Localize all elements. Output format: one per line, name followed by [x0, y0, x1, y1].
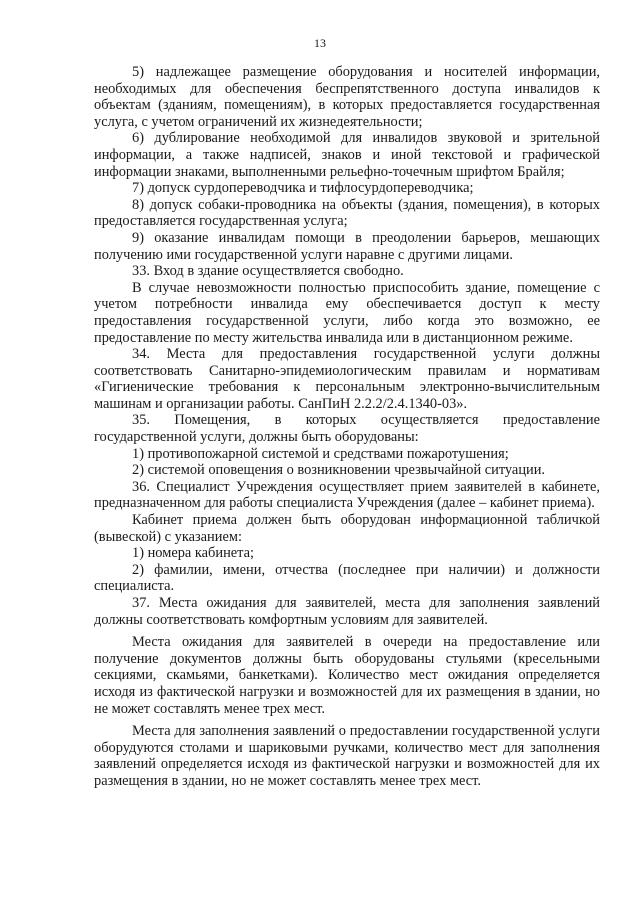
paragraph: 33. Вход в здание осуществляется свободно. — [132, 263, 404, 280]
paragraph: 7) допуск сурдопереводчика и тифлосурдопереводчика; — [132, 180, 474, 197]
paragraph: 2) системой оповещения о возникновении чрезвычайной ситуации. — [132, 462, 546, 479]
paragraph: Места для заполнения заявлений о предоставлении государственной услуги оборудуются столами и шариковыми ручками, количество мест для заполнения заявлений определяется исходя из фактической нагрузки и возможностей для их размещения в здании, но не может составлять менее трех мест. — [94, 723, 600, 789]
paragraph: 35. Помещения, в которых осуществляется предоставление государственной услуги, должны быть оборудованы: — [94, 412, 600, 446]
paragraph: 36. Специалист Учреждения осуществляет прием заявителей в кабинете, предназначенном для работы специалиста Учреждения (далее – кабинет приема). — [94, 478, 600, 512]
paragraph: 37. Места ожидания для заявителей, места для заполнения заявлений должны соответствовать комфортным условиям для заявителей. — [94, 595, 600, 628]
paragraph: 34. Места для предоставления государственной услуги должны соответствовать Санитарно-эпидемиологическим правилам и нормативам «Гигиенические требования к персональным электронно-вычислительным машинам и организации работы. СанПиН 2.2.2/2.4.1340-03». — [94, 346, 600, 412]
page-number: 13 — [314, 36, 326, 50]
paragraph: Кабинет приема должен быть оборудован информационной табличкой (вывеской) с указанием: — [94, 512, 600, 545]
paragraph: 1) противопожарной системой и средствами пожаротушения; — [132, 445, 509, 462]
paragraph: В случае невозможности полностью приспособить здание, помещение с учетом потребности инвалида ему обеспечивается доступ к месту предоставления государственной услуги, либо когда это возможно, ее предоставление по месту жительства инвалида или в дистанционном режиме. — [94, 279, 600, 346]
paragraph: Места ожидания для заявителей в очереди на предоставление или получение документов должны быть оборудованы стульями (кресельными секциями, скамьями, банкетками). Количество мест ожидания определяется исходя из фактической нагрузки и возможностей для их размещения в здании, но не может составлять менее трех мест. — [94, 634, 600, 717]
paragraph: 6) дублирование необходимой для инвалидов звуковой и зрительной информации, а также надписей, знаков и иной текстовой и графической информации знаками, выполненными рельефно-точечным шрифтом Брайля; — [94, 130, 600, 180]
document-body — [94, 64, 600, 790]
paragraph: 2) фамилии, имени, отчества (последнее при наличии) и должности специалиста. — [94, 561, 600, 595]
paragraph: 8) допуск собаки-проводника на объекты (здания, помещения), в которых предоставляется государственная услуга; — [94, 196, 600, 230]
paragraph: 5) надлежащее размещение оборудования и носителей информации, необходимых для обеспечения беспрепятственного доступа инвалидов к объектам (зданиям, помещениям), в которых предоставляется государственная услуга, с учетом ограничений их жизнедеятельности; — [94, 64, 600, 130]
paragraph: 9) оказание инвалидам помощи в преодолении барьеров, мешающих получению ими государственной услуги наравне с другими лицами. — [94, 229, 600, 263]
paragraph: 1) номера кабинета; — [132, 545, 255, 562]
